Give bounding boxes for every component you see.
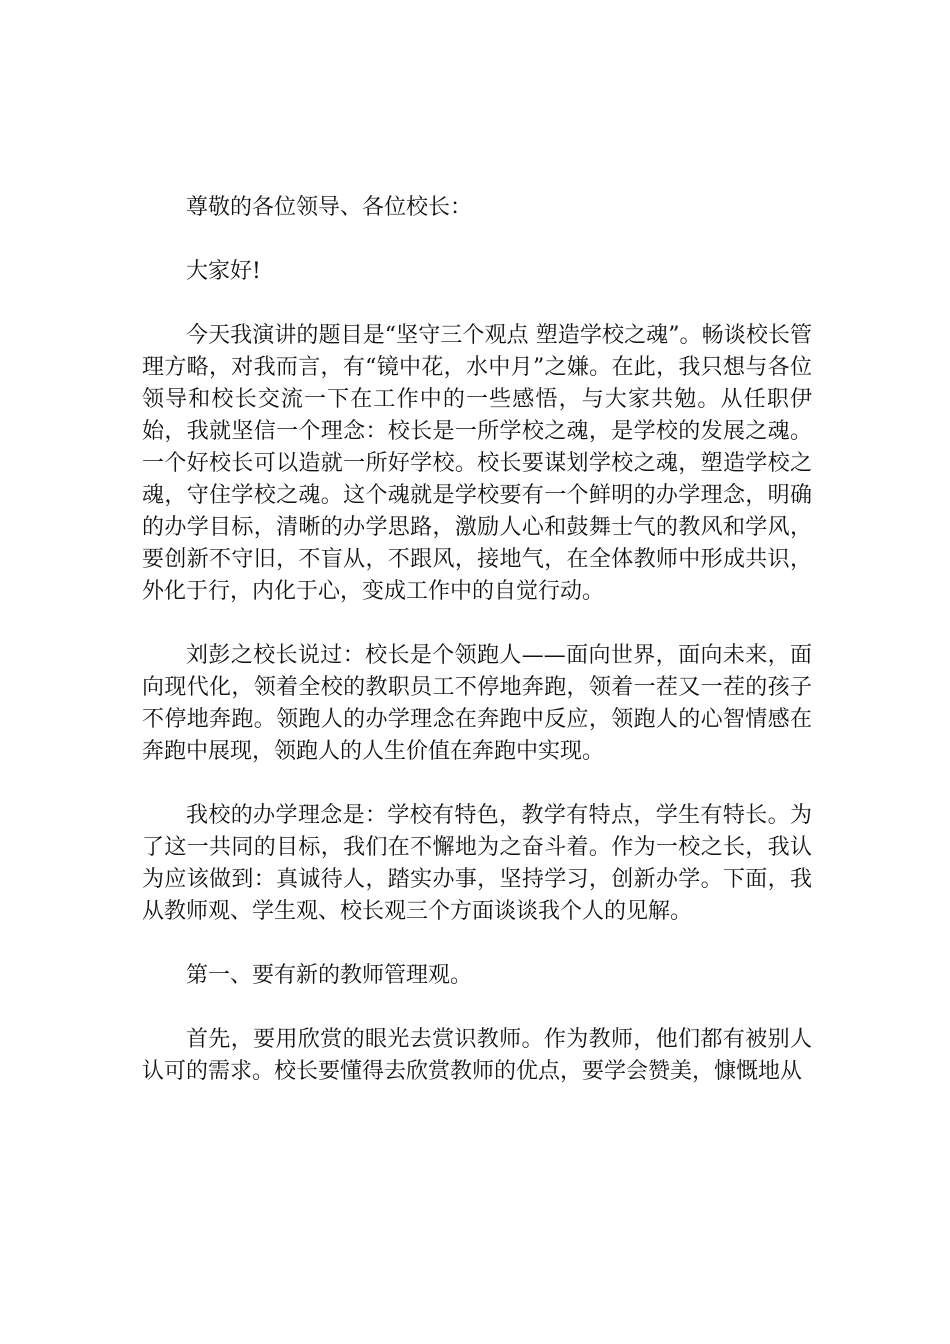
document-body <box>142 192 812 1120</box>
section-heading: 第一、要有新的教师管理观。 <box>186 963 473 988</box>
paragraph-intro: 今天我演讲的题目是“坚守三个观点 塑造学校之魂”。畅谈校长管理方略，对我而言，有“镜中花，水中月”之嫌。在此，我只想与各位领导和校长交流一下在工作中的一些感悟，与大家共勉。从任职伊始，我就坚信一个理念：校长是一所学校之魂，是学校的发展之魂。一个好校长可以造就一所好学校。校长要谋划学校之魂，塑造学校之魂，守住学校之魂。这个魂就是学校要有一个鲜明的办学理念，明确的办学目标，清晰的办学思路，激励人心和鼓舞士气的教风和学风，要创新不守旧，不盲从，不跟风，接地气，在全体教师中形成共识，外化于行，内化于心，变成工作中的自觉行动。 <box>142 323 812 604</box>
paragraph-teacher: 首先，要用欣赏的眼光去赏识教师。作为教师，他们都有被别人认可的需求。校长要懂得去欣赏教师的优点，要学会赞美，慷慨地从 <box>142 1027 812 1084</box>
paragraph-quote: 刘彭之校长说过：校长是个领跑人——面向世界，面向未来，面向现代化，领着全校的教职员工不停地奔跑，领着一茬又一茬的孩子不停地奔跑。领跑人的办学理念在奔跑中反应，领跑人的心智情感在奔跑中展现，领跑人的人生价值在奔跑中实现。 <box>142 643 812 764</box>
greeting: 大家好! <box>186 259 261 284</box>
salutation: 尊敬的各位领导、各位校长： <box>186 195 473 220</box>
paragraph-philosophy: 我校的办学理念是：学校有特色，教学有特点，学生有特长。为了这一共同的目标，我们在不懈地为之奋斗着。作为一校之长，我认为应该做到：真诚待人，踏实办事，坚持学习，创新办学。下面，我从教师观、学生观、校长观三个方面谈谈我个人的见解。 <box>142 803 812 924</box>
